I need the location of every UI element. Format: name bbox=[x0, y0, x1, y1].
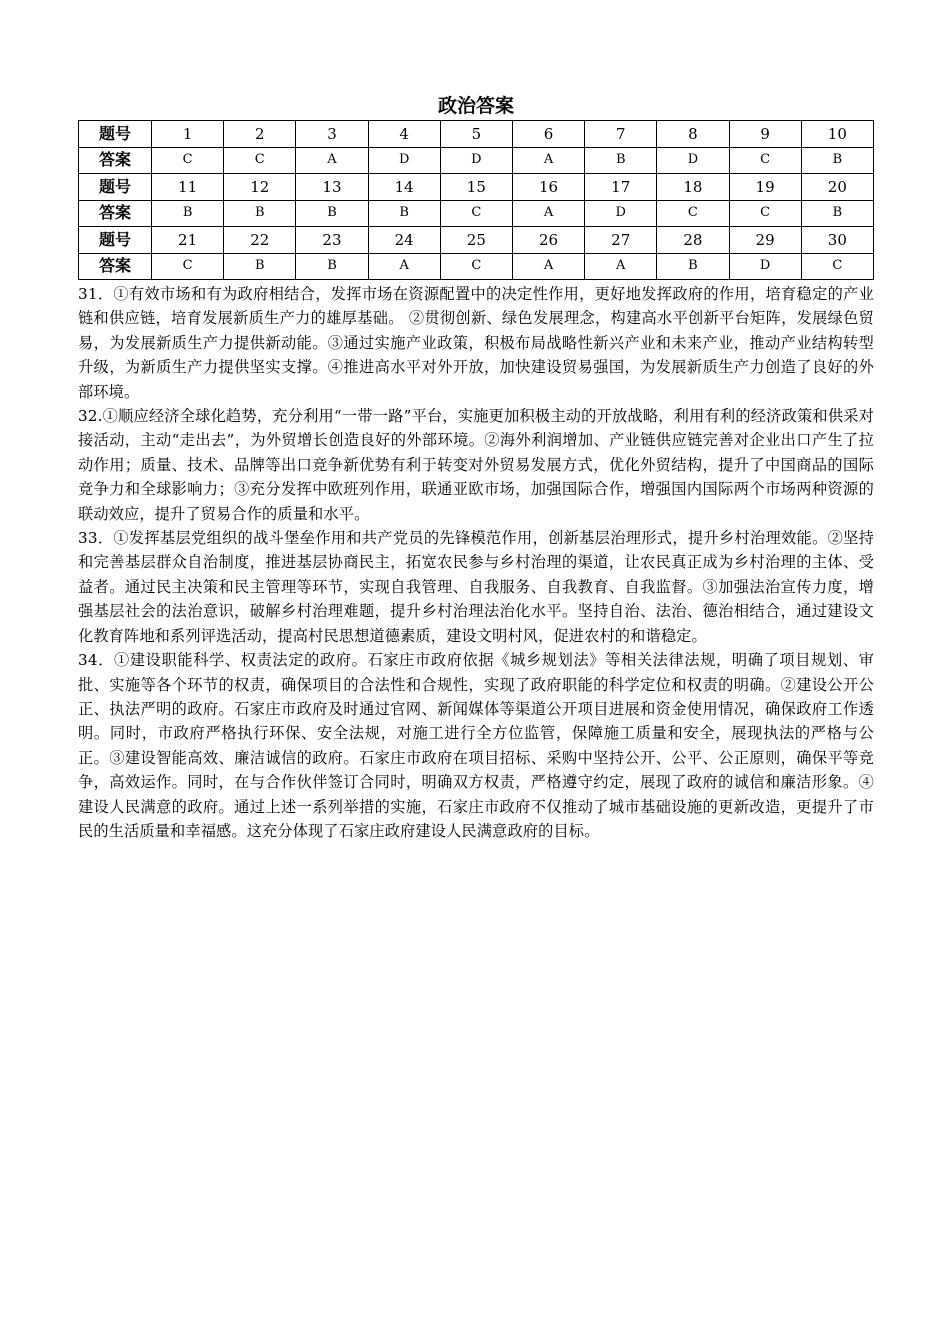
page-title: 政治答案 bbox=[437, 95, 514, 117]
answer-cell: A bbox=[512, 147, 584, 174]
question-number: 28 bbox=[657, 227, 729, 254]
question-number: 17 bbox=[585, 174, 657, 201]
essay-answer-31: 31．①有效市场和有为政府相结合，发挥市场在资源配置中的决定性作用，更好地发挥政府的作用，培育稳定的产业链和供应链，培育发展新质生产力的雄厚基础。 ②贯彻创新、绿色发展理念，构建高水平创新平台矩阵，发展绿色贸易，为发展新质生产力提供新动能。③通过实施产业政策，积极布局战略性新兴产业和未来产业，推动产业结构转型升级，为新质生产力提供坚实支撑。④推进高水平对外开放，加快建设贸易强国，为发展新质生产力创造了良好的外部环境。 bbox=[78, 285, 874, 401]
question-number: 22 bbox=[224, 227, 296, 254]
answer-cell: D bbox=[368, 147, 440, 174]
answer-cell: B bbox=[296, 253, 368, 280]
question-number: 3 bbox=[296, 121, 368, 148]
answer-cell: C bbox=[440, 253, 512, 280]
answer-cell: D bbox=[440, 147, 512, 174]
table-row-numbers-3 bbox=[79, 227, 874, 254]
answer-cell: C bbox=[440, 200, 512, 227]
row-label-number: 题号 bbox=[79, 227, 152, 254]
answer-cell: A bbox=[512, 200, 584, 227]
row-label-answer: 答案 bbox=[79, 253, 152, 280]
question-number: 24 bbox=[368, 227, 440, 254]
table-row-answers-3 bbox=[79, 253, 874, 280]
table-row-numbers-2 bbox=[79, 174, 874, 201]
row-label-answer: 答案 bbox=[79, 200, 152, 227]
essay-answers bbox=[78, 282, 874, 843]
answer-cell: C bbox=[152, 253, 224, 280]
answer-cell: B bbox=[657, 253, 729, 280]
answer-cell: C bbox=[152, 147, 224, 174]
question-number: 11 bbox=[152, 174, 224, 201]
question-number: 6 bbox=[512, 121, 584, 148]
question-number: 9 bbox=[729, 121, 801, 148]
answer-cell: B bbox=[368, 200, 440, 227]
question-number: 23 bbox=[296, 227, 368, 254]
answer-cell: A bbox=[585, 253, 657, 280]
answer-cell: B bbox=[296, 200, 368, 227]
answer-cell: D bbox=[585, 200, 657, 227]
answer-cell: B bbox=[801, 147, 873, 174]
table-row-answers-2 bbox=[79, 200, 874, 227]
table-row-answers-1 bbox=[79, 147, 874, 174]
question-number: 2 bbox=[224, 121, 296, 148]
answer-cell: C bbox=[729, 147, 801, 174]
essay-answer-34: 34．①建设职能科学、权责法定的政府。石家庄市政府依据《城乡规划法》等相关法律法规，明确了项目规划、审批、实施等各个环节的权责，确保项目的合法性和合规性，实现了政府职能的科学定位和权责的明确。②建设公开公正、执法严明的政府。石家庄市政府及时通过官网、新闻媒体等渠道公开项目进展和资金使用情况，确保政府工作透明。同时，市政府严格执行环保、安全法规，对施工进行全方位监管，保障施工质量和安全，展现执法的严格与公正。③建设智能高效、廉洁诚信的政府。石家庄市政府在项目招标、采购中坚持公开、公平、公正原则，确保平等竞争，高效运作。同时，在与合作伙伴签订合同时，明确双方权责，严格遵守约定，展现了政府的诚信和廉洁形象。④建设人民满意的政府。通过上述一系列举措的实施，石家庄市政府不仅推动了城市基础设施的更新改造，更提升了市民的生活质量和幸福感。这充分体现了石家庄政府建设人民满意政府的目标。 bbox=[78, 651, 874, 840]
answer-cell: C bbox=[729, 200, 801, 227]
question-number: 10 bbox=[801, 121, 873, 148]
essay-answer-33: 33．①发挥基层党组织的战斗堡垒作用和共产党员的先锋模范作用，创新基层治理形式，提升乡村治理效能。②坚持和完善基层群众自治制度，推进基层协商民主，拓宽农民参与乡村治理的渠道，让农民真正成为乡村治理的主体、受益者。通过民主决策和民主管理等环节，实现自我管理、自我服务、自我教育、自我监督。③加强法治宣传力度，增强基层社会的法治意识，破解乡村治理难题，提升乡村治理法治化水平。坚持自治、法治、德治相结合，通过建设文化教育阵地和系列评选活动，提高村民思想道德素质，建设文明村风，促进农村的和谐稳定。 bbox=[78, 529, 874, 645]
essay-answer-32: 32.①顺应经济全球化趋势，充分利用“一带一路”平台，实施更加积极主动的开放战略，利用有利的经济政策和供采对接活动，主动“走出去”，为外贸增长创造良好的外部环境。②海外利润增加、产业链供应链完善对企业出口产生了拉动作用；质量、技术、品牌等出口竞争新优势有利于转变对外贸易发展方式，优化外贸结构，提升了中国商品的国际竞争力和全球影响力；③充分发挥中欧班列作用，联通亚欧市场，加强国际合作，增强国内国际两个市场两种资源的联动效应，提升了贸易合作的质量和水平。 bbox=[78, 407, 874, 523]
question-number: 5 bbox=[440, 121, 512, 148]
question-number: 20 bbox=[801, 174, 873, 201]
answer-cell: B bbox=[224, 200, 296, 227]
answer-cell: A bbox=[512, 253, 584, 280]
answer-cell: D bbox=[729, 253, 801, 280]
question-number: 19 bbox=[729, 174, 801, 201]
question-number: 8 bbox=[657, 121, 729, 148]
question-number: 27 bbox=[585, 227, 657, 254]
question-number: 12 bbox=[224, 174, 296, 201]
answer-cell: A bbox=[368, 253, 440, 280]
row-label-answer: 答案 bbox=[79, 147, 152, 174]
question-number: 13 bbox=[296, 174, 368, 201]
answer-cell: C bbox=[657, 200, 729, 227]
question-number: 25 bbox=[440, 227, 512, 254]
answer-sheet bbox=[78, 92, 874, 843]
question-number: 4 bbox=[368, 121, 440, 148]
question-number: 21 bbox=[152, 227, 224, 254]
question-number: 26 bbox=[512, 227, 584, 254]
answer-cell: D bbox=[657, 147, 729, 174]
question-number: 18 bbox=[657, 174, 729, 201]
question-number: 1 bbox=[152, 121, 224, 148]
table-row-numbers-1 bbox=[79, 121, 874, 148]
question-number: 14 bbox=[368, 174, 440, 201]
answer-cell: A bbox=[296, 147, 368, 174]
answer-cell: B bbox=[224, 253, 296, 280]
answer-table bbox=[78, 120, 874, 280]
question-number: 29 bbox=[729, 227, 801, 254]
question-number: 30 bbox=[801, 227, 873, 254]
answer-cell: C bbox=[801, 253, 873, 280]
row-label-number: 题号 bbox=[79, 121, 152, 148]
question-number: 7 bbox=[585, 121, 657, 148]
answer-cell: B bbox=[152, 200, 224, 227]
answer-cell: B bbox=[585, 147, 657, 174]
row-label-number: 题号 bbox=[79, 174, 152, 201]
answer-cell: B bbox=[801, 200, 873, 227]
question-number: 15 bbox=[440, 174, 512, 201]
answer-cell: C bbox=[224, 147, 296, 174]
question-number: 16 bbox=[512, 174, 584, 201]
